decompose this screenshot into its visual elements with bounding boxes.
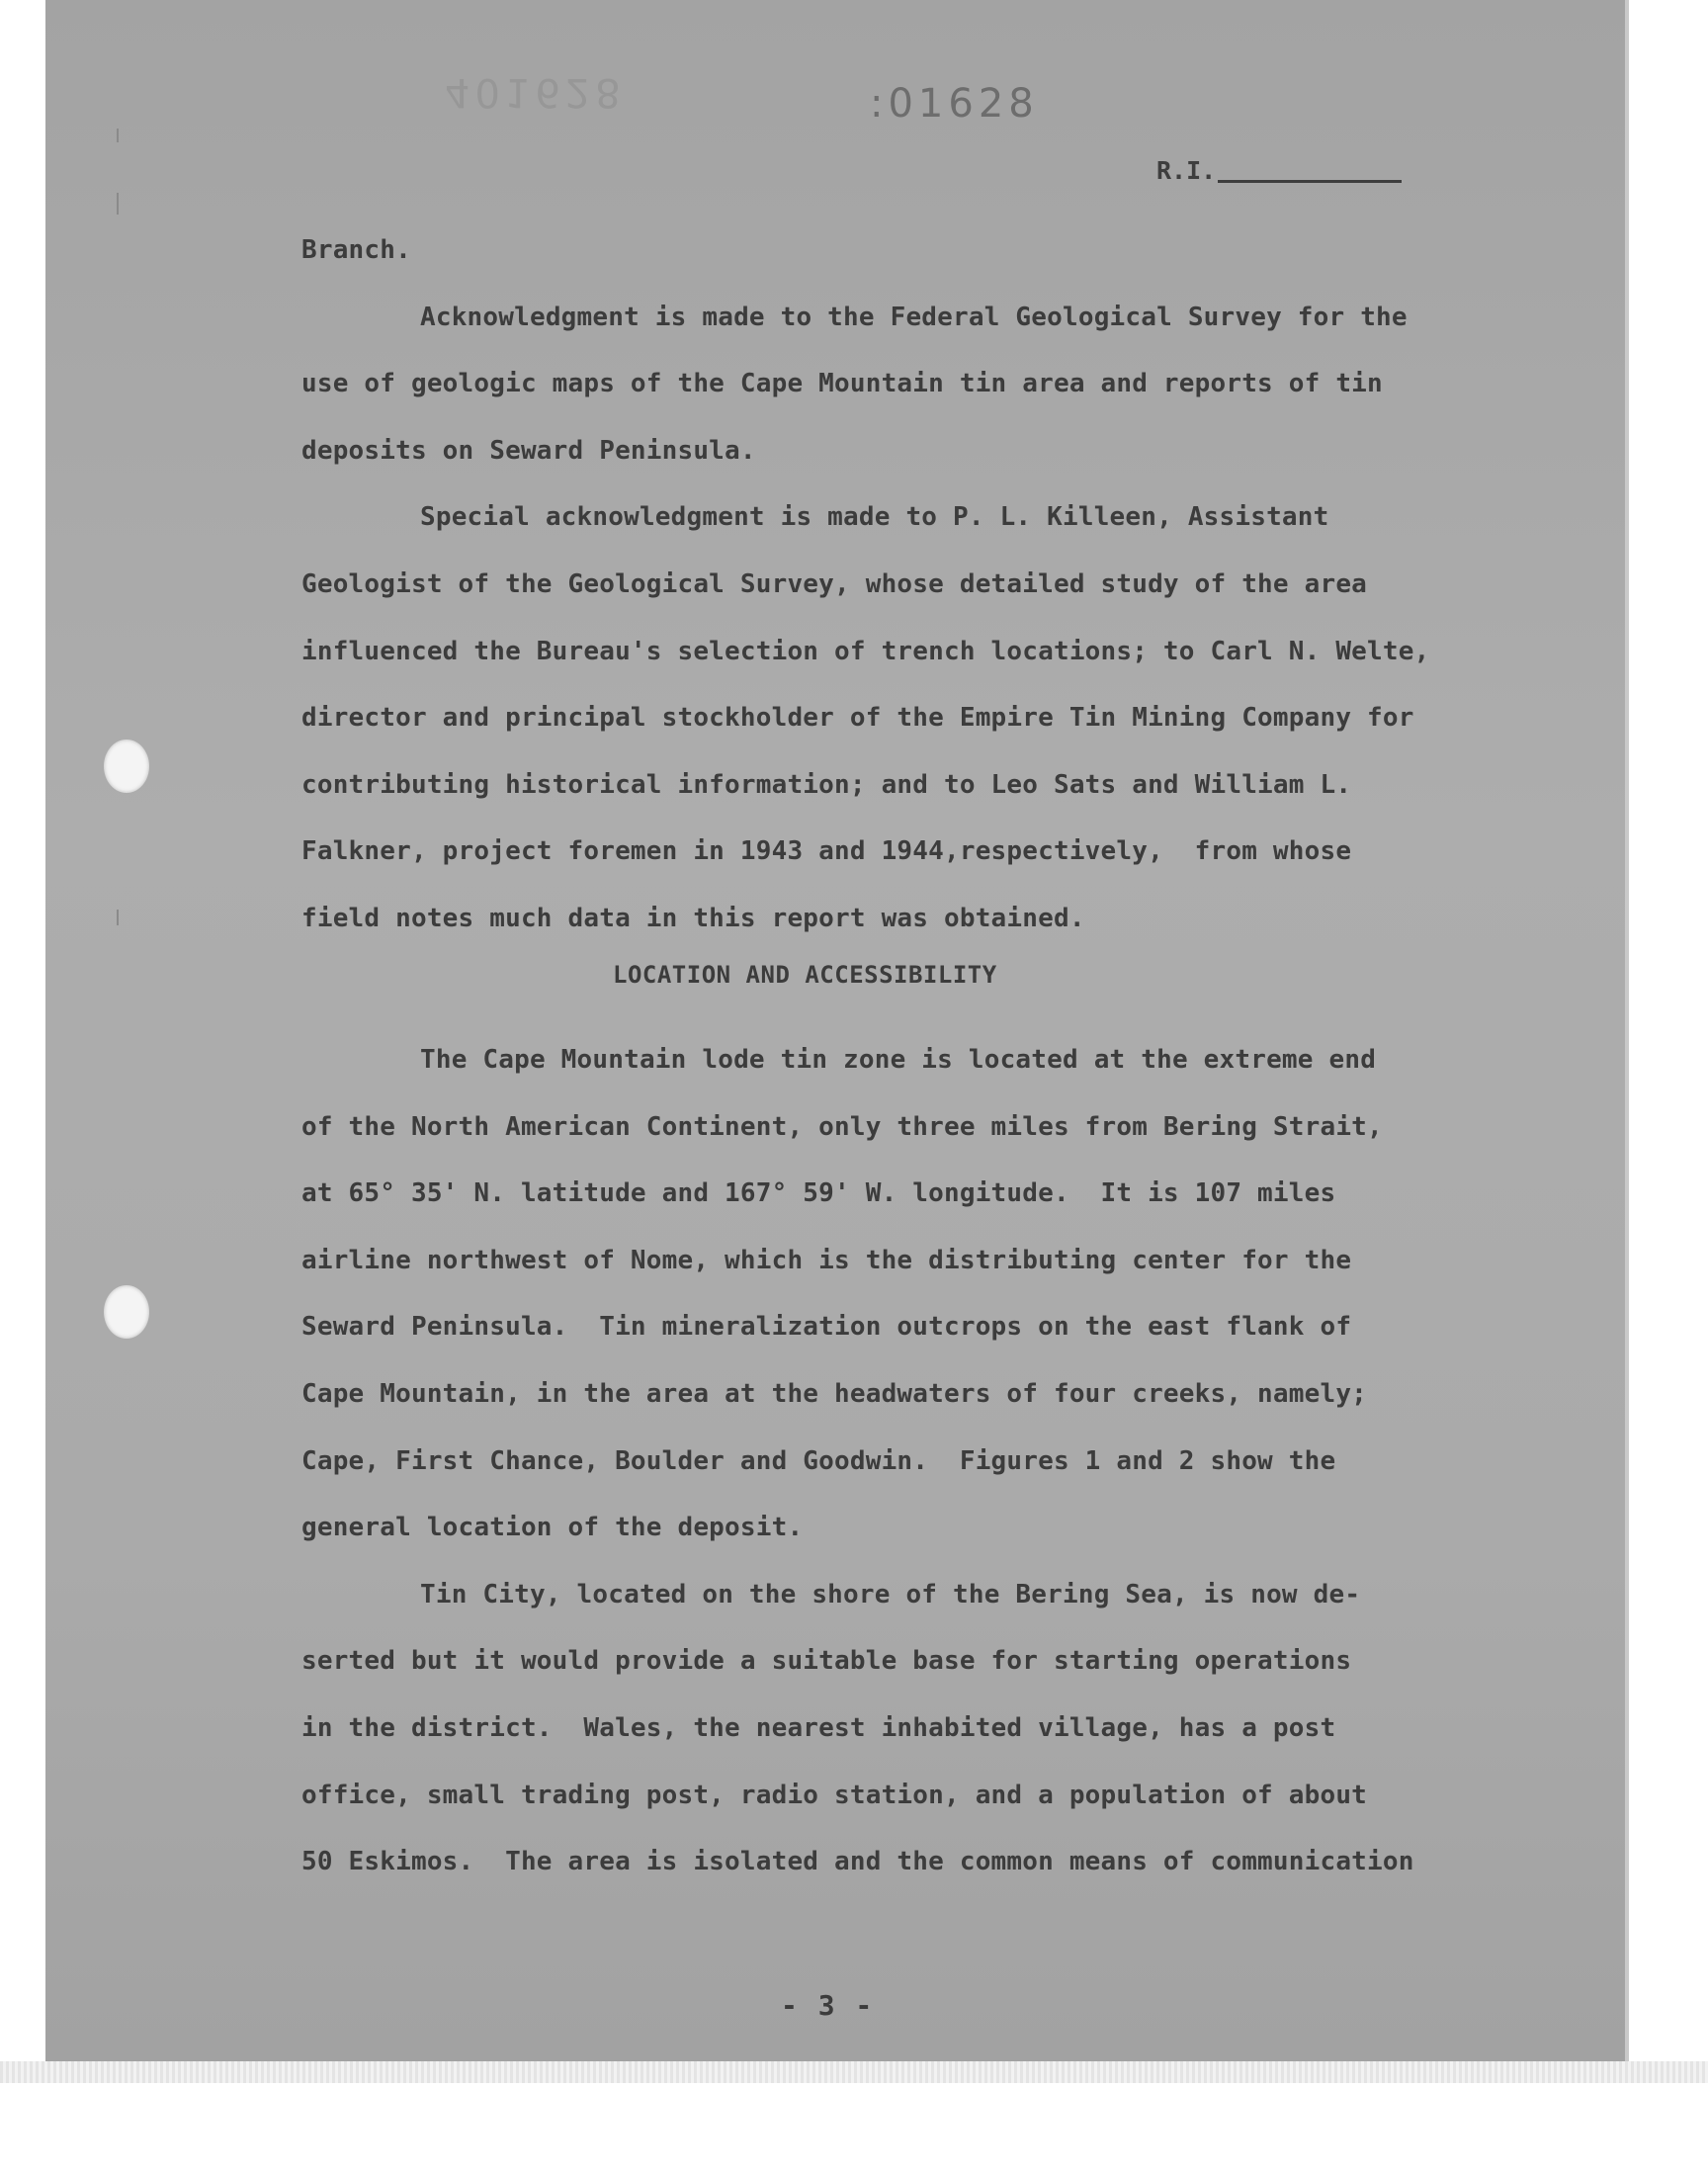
text-line: Seward Peninsula. Tin mineralization outcrops on the east flank of	[301, 1312, 1352, 1343]
paragraph	[301, 285, 1507, 485]
margin-mark	[117, 129, 119, 142]
text-line: influenced the Bureau's selection of trench locations; to Carl N. Welte,	[301, 636, 1430, 666]
text-line: use of geologic maps of the Cape Mountain tin area and reports of tin	[301, 369, 1383, 399]
ri-blank-line	[1218, 180, 1402, 183]
document-stamp-number: :01628	[870, 81, 1039, 127]
margin-mark	[117, 193, 119, 215]
text-line: 50 Eskimos. The area is isolated and the common means of communication	[301, 1847, 1414, 1877]
text-line: Tin City, located on the shore of the Bering Sea, is now de-	[420, 1579, 1361, 1610]
faded-stamp-number: 401628	[445, 69, 626, 115]
text-line: deposits on Seward Peninsula.	[301, 435, 756, 466]
text-line: Geologist of the Geological Survey, whose detailed study of the area	[301, 568, 1368, 599]
text-line: airline northwest of Nome, which is the distributing center for the	[301, 1245, 1352, 1275]
text-line: serted but it would provide a suitable base for starting operations	[301, 1646, 1352, 1677]
paragraph	[301, 484, 1507, 952]
margin-mark	[117, 910, 119, 925]
report-number-field	[1156, 156, 1402, 185]
paragraph	[301, 218, 1507, 285]
text-line: Acknowledgment is made to the Federal Geological Survey for the	[420, 302, 1408, 332]
body-text-top	[301, 218, 1507, 953]
text-line: Cape, First Chance, Boulder and Goodwin. Figures 1 and 2 show the	[301, 1445, 1336, 1476]
text-line: at 65° 35' N. latitude and 167° 59' W. longitude. It is 107 miles	[301, 1178, 1336, 1209]
punch-hole-top	[104, 740, 149, 793]
text-line: general location of the deposit.	[301, 1513, 804, 1543]
text-line: office, small trading post, radio station, and a population of about	[301, 1780, 1368, 1810]
text-line: Branch.	[301, 235, 411, 265]
text-line: contributing historical information; and to Leo Sats and William L.	[301, 769, 1352, 800]
text-line: The Cape Mountain lode tin zone is located at the extreme end	[420, 1045, 1377, 1075]
page-edge-shadow	[1625, 0, 1629, 2061]
body-text-bottom	[301, 1027, 1507, 1896]
paragraph	[301, 1027, 1507, 1562]
text-line: director and principal stockholder of the Empire Tin Mining Company for	[301, 703, 1414, 734]
text-line: in the district. Wales, the nearest inhabited village, has a post	[301, 1712, 1336, 1743]
section-heading: LOCATION AND ACCESSIBILITY	[613, 961, 997, 989]
text-line: Falkner, project foremen in 1943 and 1944,respectively, from whose	[301, 836, 1352, 867]
text-line: field notes much data in this report was obtained.	[301, 903, 1085, 933]
scanner-bottom-edge	[0, 2061, 1708, 2083]
ri-label: R.I.	[1156, 156, 1217, 185]
page-number: - 3 -	[781, 1989, 875, 2022]
paragraph	[301, 1562, 1507, 1896]
text-line: Cape Mountain, in the area at the headwaters of four creeks, namely;	[301, 1378, 1368, 1409]
punch-hole-bottom	[104, 1285, 149, 1339]
text-line: of the North American Continent, only three miles from Bering Strait,	[301, 1111, 1383, 1142]
text-line: Special acknowledgment is made to P. L. Killeen, Assistant	[420, 502, 1329, 533]
